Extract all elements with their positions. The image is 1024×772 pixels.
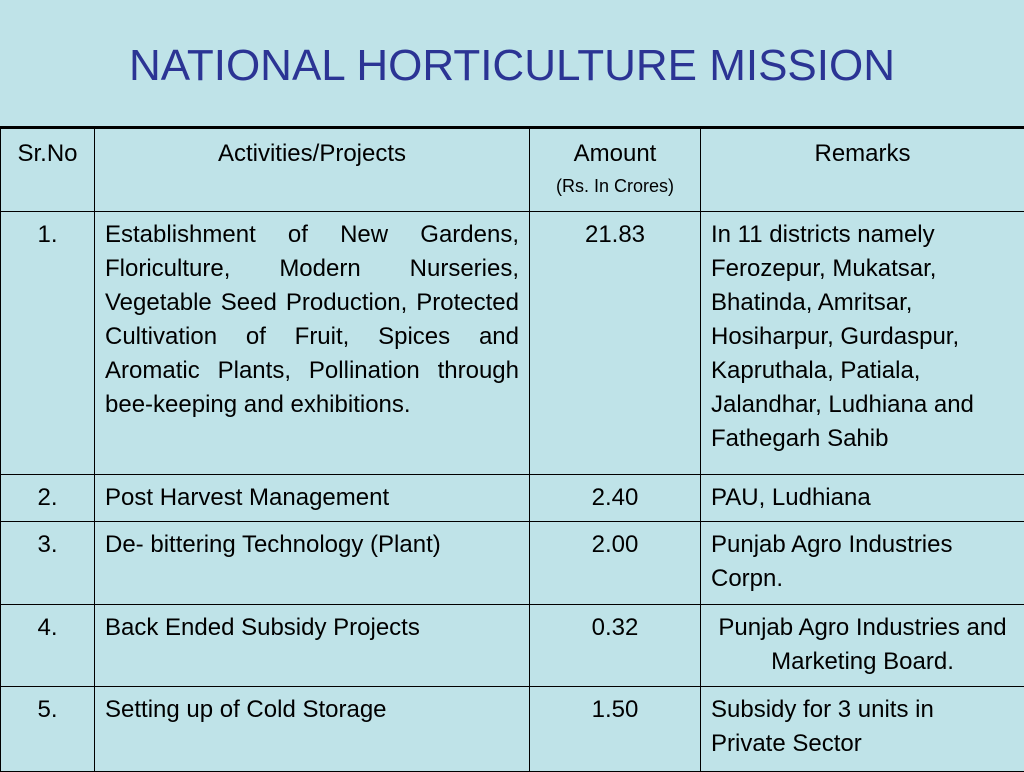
cell-amount: 1.50 <box>530 687 701 772</box>
cell-activity: De- bittering Technology (Plant) <box>95 522 530 605</box>
header-amount <box>530 128 701 212</box>
cell-remarks: In 11 districts namely Ferozepur, Mukatsar, Bhatinda, Amritsar, Hosiharpur, Gurdaspur, Kapruthala, Patiala, Jalandhar, Ludhiana and Fathegarh Sahib <box>701 212 1024 475</box>
table-row <box>1 212 1024 475</box>
table-row <box>1 605 1024 687</box>
header-amount-unit: (Rs. In Crores) <box>540 171 690 201</box>
cell-remarks: Punjab Agro Industries Corpn. <box>701 522 1024 605</box>
cell-activity: Establishment of New Gardens, Floriculture, Modern Nurseries, Vegetable Seed Production, Protected Cultivation of Fruit, Spices and Aromatic Plants, Pollination through bee-keeping and exhibitions. <box>95 212 530 475</box>
cell-sr-no: 4. <box>1 605 95 687</box>
header-sr-no: Sr.No <box>1 128 95 212</box>
cell-sr-no: 1. <box>1 212 95 475</box>
cell-remarks: Punjab Agro Industries and Marketing Board. <box>701 605 1024 687</box>
cell-remarks: Subsidy for 3 units in Private Sector <box>701 687 1024 772</box>
horticulture-projects-table <box>0 126 1024 772</box>
cell-activity: Setting up of Cold Storage <box>95 687 530 772</box>
cell-amount: 21.83 <box>530 212 701 475</box>
cell-activity: Back Ended Subsidy Projects <box>95 605 530 687</box>
cell-sr-no: 3. <box>1 522 95 605</box>
table-header-row <box>1 128 1024 212</box>
cell-amount: 0.32 <box>530 605 701 687</box>
cell-remarks: PAU, Ludhiana <box>701 475 1024 522</box>
header-amount-label: Amount <box>574 140 657 167</box>
cell-sr-no: 5. <box>1 687 95 772</box>
cell-amount: 2.00 <box>530 522 701 605</box>
table-row <box>1 687 1024 772</box>
cell-sr-no: 2. <box>1 475 95 522</box>
table-row <box>1 522 1024 605</box>
page-title: NATIONAL HORTICULTURE MISSION <box>0 38 1024 94</box>
header-remarks: Remarks <box>701 128 1024 212</box>
cell-amount: 2.40 <box>530 475 701 522</box>
cell-activity: Post Harvest Management <box>95 475 530 522</box>
header-activities: Activities/Projects <box>95 128 530 212</box>
table-row <box>1 475 1024 522</box>
